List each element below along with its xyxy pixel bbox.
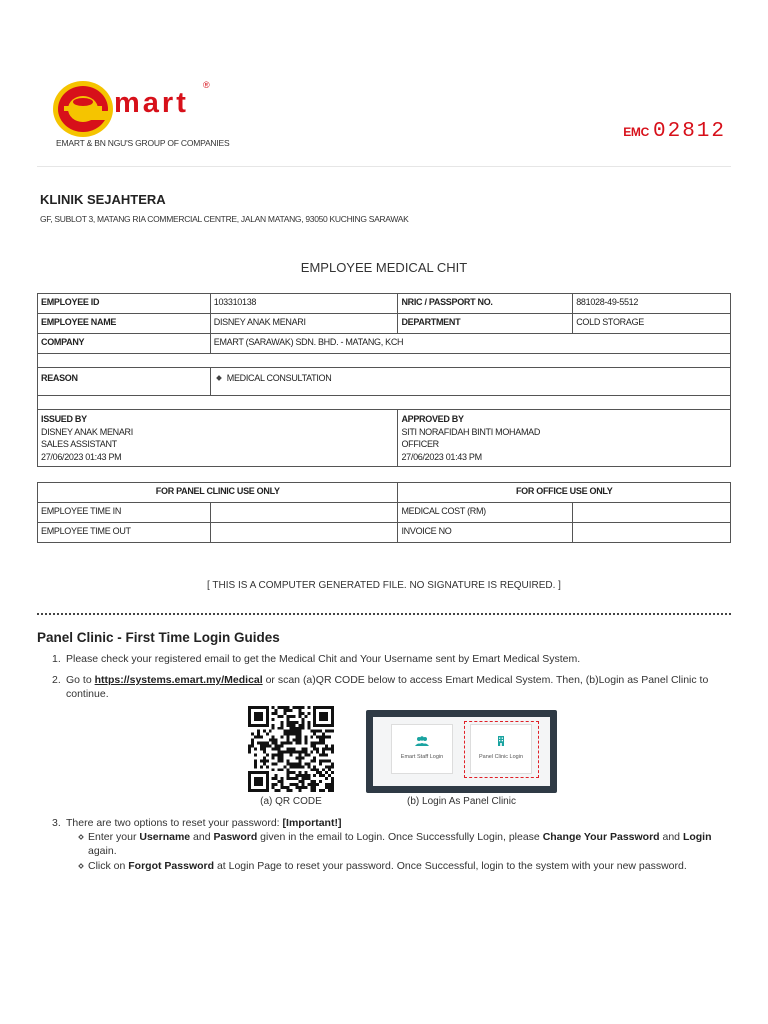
login-caption: (b) Login As Panel Clinic bbox=[407, 796, 516, 807]
clinic-address: GF, SUBLOT 3, MATANG RIA COMMERCIAL CENTRE, JALAN MATANG, 93050 KUCHING SARAWAK bbox=[40, 214, 409, 224]
step-2-post: or scan (a)QR CODE below to access Emart Medical System. Then, (b)Login as Panel Clinic to continue. bbox=[66, 674, 709, 700]
document-title: EMPLOYEE MEDICAL CHIT bbox=[300, 260, 468, 275]
sub1-a: Enter your bbox=[88, 831, 140, 843]
time-in-value bbox=[210, 503, 398, 523]
department-value: COLD STORAGE bbox=[573, 314, 731, 334]
highlight-dashed-frame bbox=[464, 721, 539, 778]
employee-name-value: DISNEY ANAK MENARI bbox=[210, 314, 398, 334]
step-3-text bbox=[66, 816, 732, 830]
table-spacer-row bbox=[38, 354, 731, 368]
issued-by-date: 27/06/2023 01:43 PM bbox=[41, 451, 122, 462]
time-out-label: EMPLOYEE TIME OUT bbox=[38, 523, 211, 543]
medical-cost-label: MEDICAL COST (RM) bbox=[398, 503, 573, 523]
employee-name-label: EMPLOYEE NAME bbox=[38, 314, 211, 334]
step-number: 1. bbox=[52, 653, 61, 665]
panel-office-table bbox=[37, 482, 731, 543]
logo-wordmark: mart bbox=[114, 87, 189, 119]
table-row bbox=[38, 410, 731, 467]
login-panel bbox=[373, 717, 550, 786]
office-header: FOR OFFICE USE ONLY bbox=[398, 483, 731, 503]
dotted-separator bbox=[37, 613, 731, 615]
reason-bullet-icon bbox=[216, 375, 222, 381]
sub2-a: Click on bbox=[88, 860, 129, 872]
staff-login-option bbox=[391, 724, 453, 774]
department-label: DEPARTMENT bbox=[398, 314, 573, 334]
table-row bbox=[38, 368, 731, 396]
diamond-bullet-icon bbox=[78, 834, 84, 840]
sub1-c: given in the email to Login. Once Successfully Login, please bbox=[257, 831, 543, 843]
step-3-pre: There are two options to reset your password: bbox=[66, 817, 283, 829]
emc-reference bbox=[623, 120, 726, 143]
issued-by-cell bbox=[38, 410, 398, 467]
approved-by-date: 27/06/2023 01:43 PM bbox=[401, 451, 482, 462]
table-row bbox=[38, 314, 731, 334]
step-1-text: Please check your registered email to get the Medical Chit and Your Username sent by Emart Medical System. bbox=[66, 653, 581, 665]
qr-code-icon bbox=[246, 706, 336, 792]
approved-by-name: SITI NORAFIDAH BINTI MOHAMAD bbox=[401, 426, 541, 437]
step-2-text bbox=[66, 673, 732, 701]
systems-url-link[interactable]: https://systems.emart.my/Medical bbox=[94, 674, 263, 686]
table-row bbox=[38, 523, 731, 543]
group-of-companies-text: EMART & BN NGU'S GROUP OF COMPANIES bbox=[56, 138, 230, 148]
sub2-b: at Login Page to reset your password. Once Successful, login to the system with your new password. bbox=[214, 860, 687, 872]
sub1-username: Username bbox=[139, 831, 191, 843]
users-icon bbox=[415, 736, 429, 746]
clinic-name: KLINIK SEJAHTERA bbox=[40, 192, 166, 207]
emc-prefix: EMC bbox=[623, 125, 649, 139]
staff-login-label: Emart Staff Login bbox=[400, 754, 444, 760]
sub1-login: Login bbox=[682, 831, 712, 843]
issued-by-position: SALES ASSISTANT bbox=[41, 439, 117, 449]
step-3-important: [Important!] bbox=[282, 817, 342, 829]
registered-mark: ® bbox=[203, 80, 210, 90]
panel-login-label: Panel Clinic Login bbox=[478, 754, 524, 760]
table-header-row bbox=[38, 483, 731, 503]
emart-logo bbox=[52, 80, 232, 138]
document-header bbox=[0, 0, 768, 166]
invoice-label: INVOICE NO bbox=[398, 523, 573, 543]
employee-id-label: EMPLOYEE ID bbox=[38, 294, 211, 314]
qr-caption: (a) QR CODE bbox=[260, 796, 322, 807]
nric-value: 881028-49-5512 bbox=[573, 294, 731, 314]
medical-cost-value bbox=[573, 503, 731, 523]
header-divider bbox=[37, 166, 731, 167]
reset-option-1 bbox=[88, 830, 728, 858]
time-out-value bbox=[210, 523, 398, 543]
login-screenshot bbox=[366, 710, 557, 793]
invoice-value bbox=[573, 523, 731, 543]
sub1-b: and bbox=[190, 831, 214, 843]
emart-e-logo-icon bbox=[52, 80, 114, 138]
spacer-cell bbox=[38, 396, 731, 410]
reason-cell bbox=[210, 368, 730, 396]
diamond-bullet-icon bbox=[78, 863, 84, 869]
panel-clinic-header: FOR PANEL CLINIC USE ONLY bbox=[38, 483, 398, 503]
issued-by-label: ISSUED BY bbox=[41, 414, 87, 424]
step-number: 2. bbox=[52, 674, 61, 686]
table-row bbox=[38, 503, 731, 523]
reason-value: MEDICAL CONSULTATION bbox=[226, 373, 332, 383]
employee-id-value: 103310138 bbox=[210, 294, 398, 314]
sub1-d: and bbox=[659, 831, 683, 843]
approved-by-label: APPROVED BY bbox=[401, 414, 464, 424]
guide-title: Panel Clinic - First Time Login Guides bbox=[37, 630, 280, 645]
reason-label: REASON bbox=[38, 368, 211, 396]
approved-by-position: OFFICER bbox=[401, 439, 439, 449]
step-number: 3. bbox=[52, 817, 61, 829]
approved-by-cell bbox=[398, 410, 731, 467]
sub1-change: Change Your Password bbox=[542, 831, 660, 843]
table-row bbox=[38, 294, 731, 314]
issued-by-name: DISNEY ANAK MENARI bbox=[41, 426, 133, 437]
table-spacer-row bbox=[38, 396, 731, 410]
step-2-pre: Go to bbox=[66, 674, 95, 686]
reset-option-2 bbox=[88, 859, 728, 873]
company-label: COMPANY bbox=[38, 334, 211, 354]
spacer-cell bbox=[38, 354, 731, 368]
sub2-forgot: Forgot Password bbox=[128, 860, 215, 872]
computer-generated-note: [ THIS IS A COMPUTER GENERATED FILE. NO SIGNATURE IS REQUIRED. ] bbox=[207, 580, 561, 591]
nric-label: NRIC / PASSPORT NO. bbox=[398, 294, 573, 314]
sub1-pasword: Pasword bbox=[213, 831, 258, 843]
table-row bbox=[38, 334, 731, 354]
sub1-e: again. bbox=[88, 845, 117, 857]
company-value: EMART (SARAWAK) SDN. BHD. - MATANG, KCH bbox=[210, 334, 730, 354]
emc-number: 02812 bbox=[652, 120, 726, 143]
time-in-label: EMPLOYEE TIME IN bbox=[38, 503, 211, 523]
employee-info-table bbox=[37, 293, 731, 467]
